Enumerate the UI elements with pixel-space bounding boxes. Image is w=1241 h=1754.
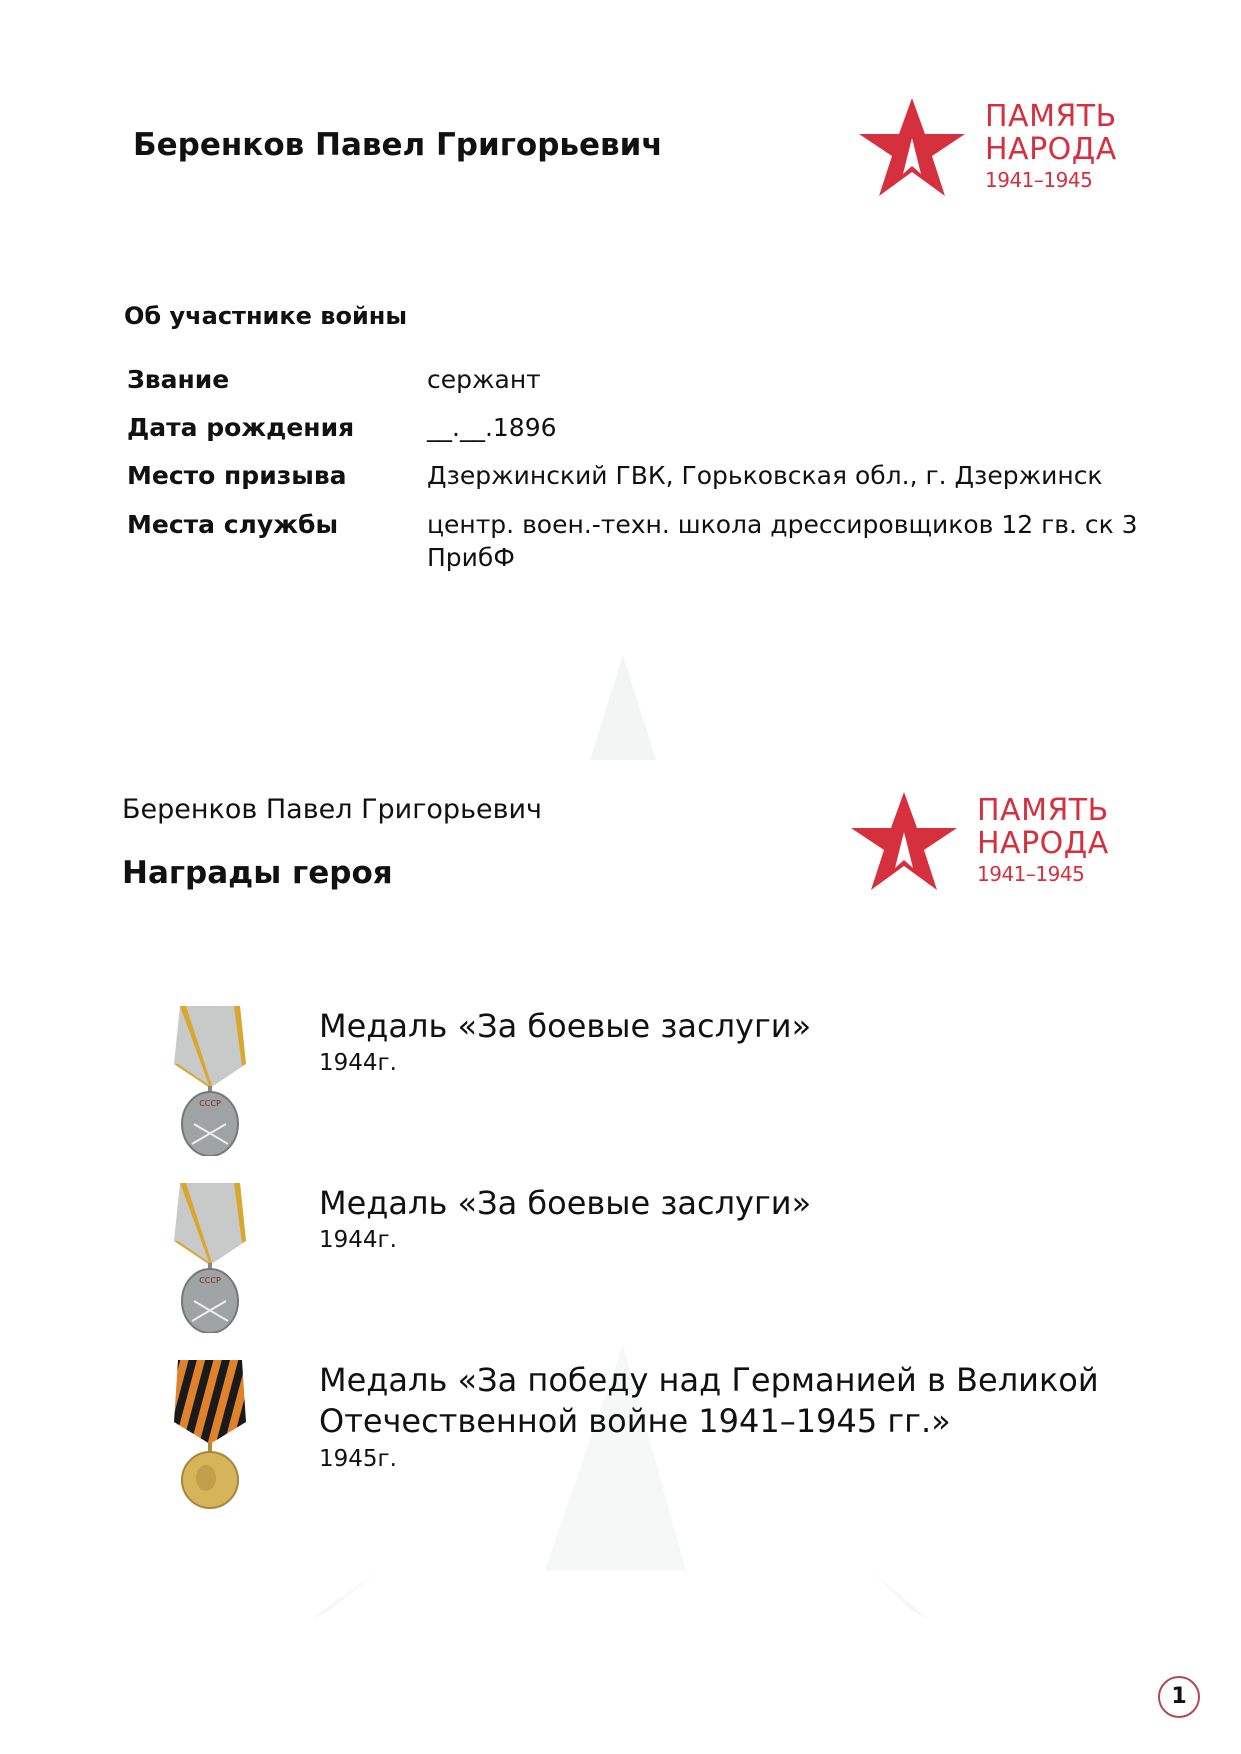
logo-text-line2: НАРОДА bbox=[985, 132, 1117, 167]
pamyat-naroda-logo bbox=[857, 96, 1127, 200]
medal-victory-over-germany-icon bbox=[172, 1360, 248, 1510]
service-places-label: Места службы bbox=[127, 510, 339, 539]
award-year: 1945г. bbox=[319, 1446, 397, 1472]
logo-text-line2: НАРОДА bbox=[977, 826, 1109, 861]
medal-combat-merit-icon bbox=[172, 1006, 248, 1156]
page-number: 1 bbox=[1158, 1676, 1200, 1718]
logo-years: 1941–1945 bbox=[985, 168, 1093, 192]
medal-combat-merit-icon bbox=[172, 1183, 248, 1333]
logo-text-line1: ПАМЯТЬ bbox=[977, 793, 1109, 828]
svg-text:СССР: СССР bbox=[199, 1276, 221, 1285]
section-heading-participant: Об участнике войны bbox=[124, 302, 408, 330]
red-star-icon bbox=[857, 96, 967, 200]
rank-label: Звание bbox=[127, 365, 230, 394]
service-places-value: центр. воен.-техн. школа дрессировщиков 12 гв. ск 3 ПрибФ bbox=[427, 510, 1138, 572]
rank-value: сержант bbox=[427, 365, 541, 394]
award-year: 1944г. bbox=[319, 1050, 397, 1076]
birth-date-label: Дата рождения bbox=[127, 413, 355, 442]
svg-text:СССР: СССР bbox=[199, 1099, 221, 1108]
awards-heading: Награды героя bbox=[122, 855, 393, 891]
award-title: Медаль «За победу над Германией в Великой Отечественной войне 1941–1945 гг.» bbox=[319, 1361, 1099, 1440]
award-year: 1944г. bbox=[319, 1227, 397, 1253]
red-star-icon bbox=[849, 790, 959, 894]
page-title: Беренков Павел Григорьевич bbox=[133, 127, 663, 163]
conscription-place-label: Место призыва bbox=[127, 461, 347, 490]
award-title: Медаль «За боевые заслуги» bbox=[319, 1007, 812, 1045]
awards-person-name: Беренков Павел Григорьевич bbox=[122, 794, 543, 825]
conscription-place-value: Дзержинский ГВК, Горьковская обл., г. Дзержинск bbox=[427, 461, 1103, 490]
birth-date-value: __.__.1896 bbox=[427, 413, 557, 442]
award-title: Медаль «За боевые заслуги» bbox=[319, 1184, 812, 1222]
logo-years: 1941–1945 bbox=[977, 862, 1085, 886]
logo-text-line1: ПАМЯТЬ bbox=[985, 99, 1117, 134]
pamyat-naroda-logo-2 bbox=[849, 790, 1119, 894]
